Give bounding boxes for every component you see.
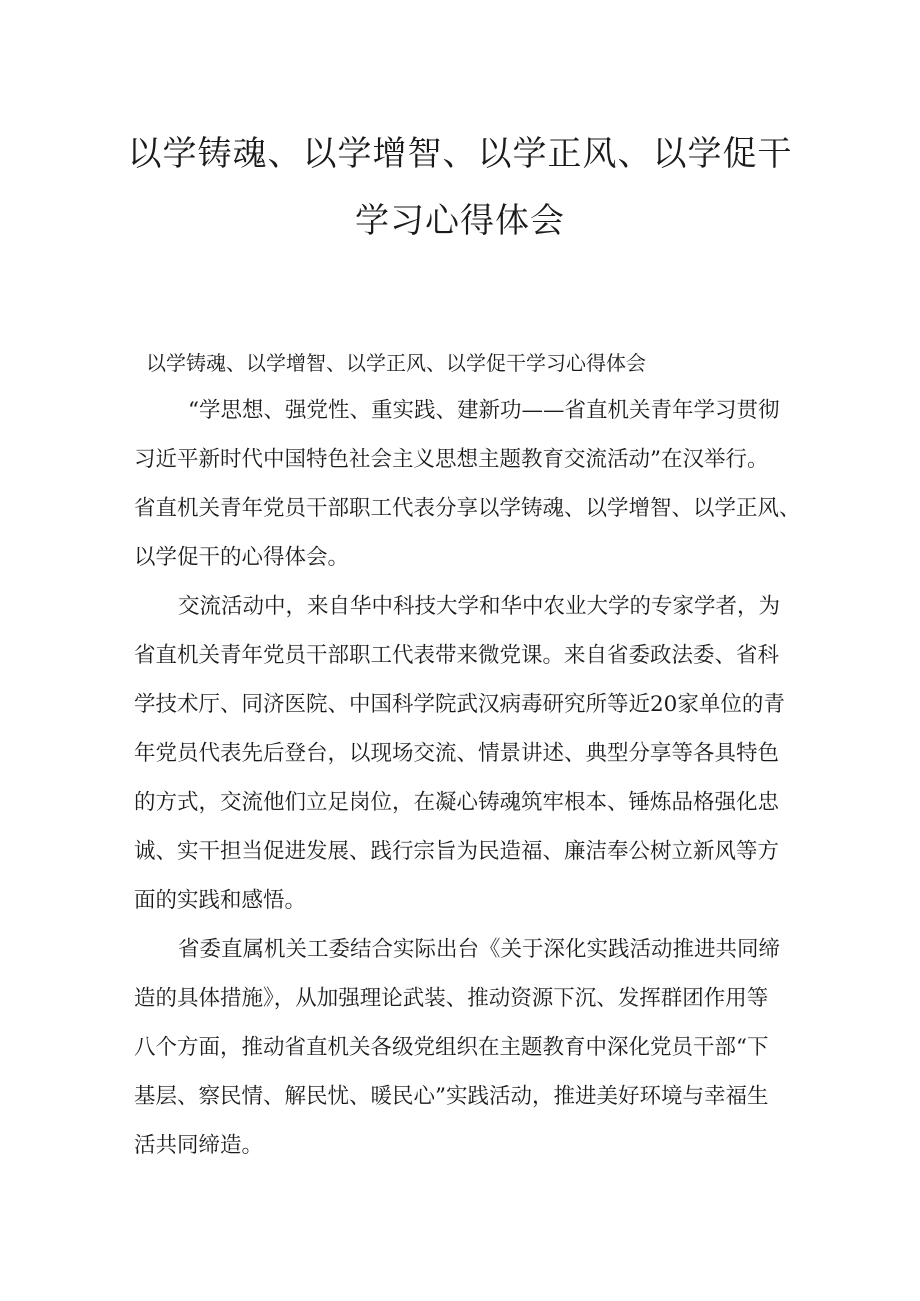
paragraph-line: 学技术厅、同济医院、中国科学院武汉病毒研究所等近20家单位的青 [134, 692, 785, 717]
paragraph-line: 诚、实干担当促进发展、践行宗旨为民造福、廉洁奉公树立新风等方 [134, 839, 780, 864]
paragraph-line: 八个方面，推动省直机关各级党组织在主题教育中深化党员干部“下 [134, 1035, 769, 1060]
paragraph-line: 面的实践和感悟。 [134, 888, 307, 913]
paragraph-line: “学思想、强党性、重实践、建新功——省直机关青年学习贯彻 [188, 398, 780, 423]
paragraph-line: 的方式，交流他们立足岗位，在凝心铸魂筑牢根本、锤炼品格强化忠 [134, 790, 780, 815]
paragraph-line: 省直机关青年党员干部职工代表分享以学铸魂、以学增智、以学正风、 [134, 496, 801, 521]
paragraph-line: 活共同缔造。 [134, 1133, 264, 1158]
document-subtitle: 以学铸魂、以学增智、以学正风、以学促干学习心得体会 [146, 351, 646, 375]
paragraph-line: 省委直属机关工委结合实际出台《关于深化实践活动推进共同缔 [178, 937, 781, 962]
document-title-line-1: 以学铸魂、以学增智、以学正风、以学促干 [127, 134, 793, 174]
paragraph-line: 基层、察民情、解民忧、暖民心”实践活动，推进美好环境与幸福生 [134, 1084, 769, 1109]
paragraph-line: 年党员代表先后登台，以现场交流、情景讲述、典型分享等各具特色 [134, 741, 780, 766]
paragraph-line: 省直机关青年党员干部职工代表带来微党课。来自省委政法委、省科 [134, 643, 780, 668]
paragraph-line: 习近平新时代中国特色社会主义思想主题教育交流活动”在汉举行。 [134, 447, 769, 472]
paragraph-line: 造的具体措施》，从加强理论武装、推动资源下沉、发挥群团作用等 [134, 986, 769, 1011]
paragraph-line: 交流活动中，来自华中科技大学和华中农业大学的专家学者，为 [178, 594, 781, 619]
paragraph-line: 以学促干的心得体会。 [134, 545, 350, 570]
document-title-line-2: 学习心得体会 [355, 201, 565, 241]
